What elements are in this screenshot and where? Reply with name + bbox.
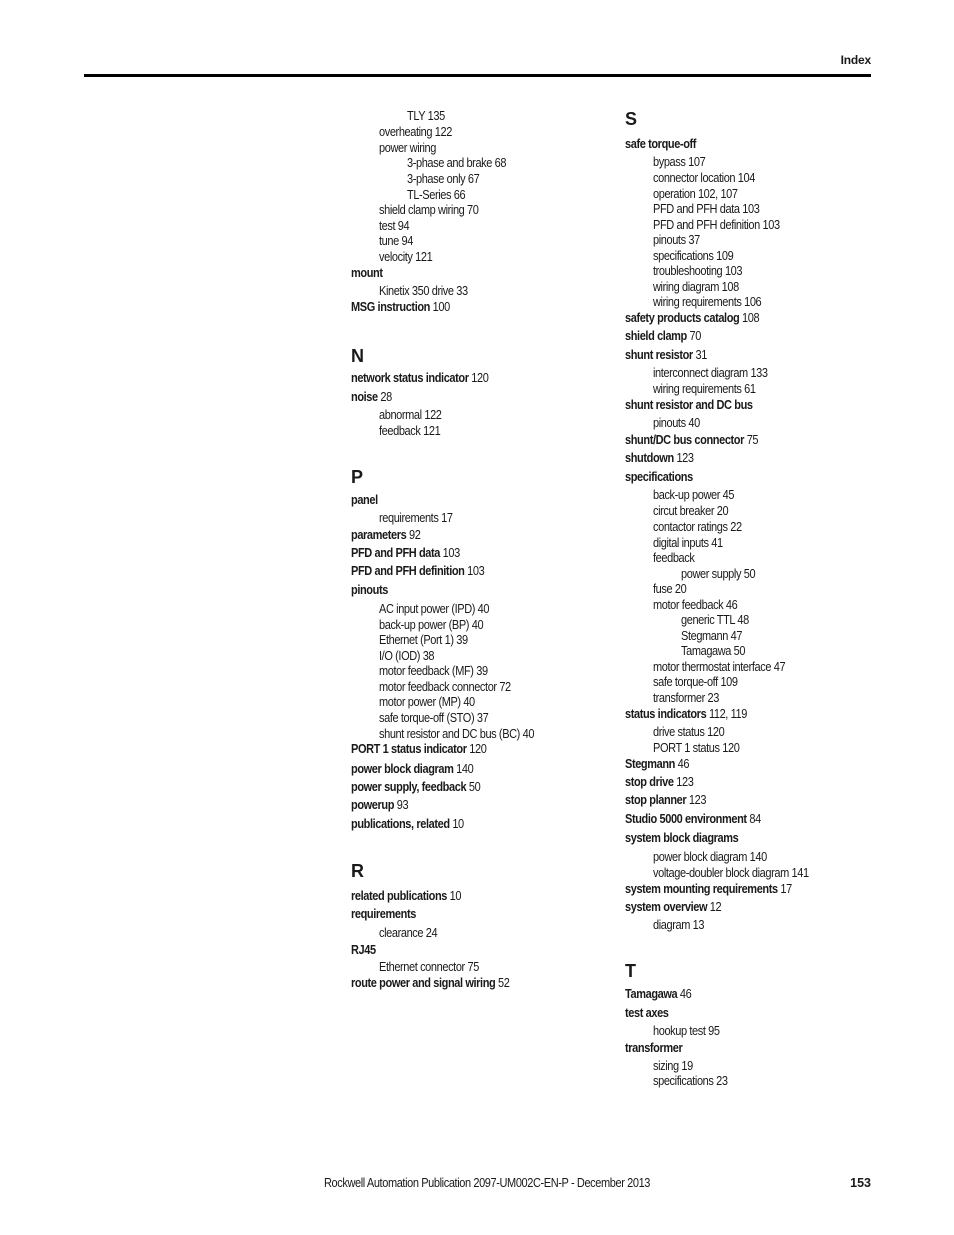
index-term: PORT 1 status indicator xyxy=(351,742,467,756)
index-entry xyxy=(625,347,707,363)
index-letter-heading: R xyxy=(351,861,364,881)
index-term: test axes xyxy=(625,1006,669,1020)
index-letter-heading: P xyxy=(351,467,364,487)
index-subentry: motor feedback 46 xyxy=(653,598,738,612)
index-entry xyxy=(625,432,758,448)
index-subentry: motor power (MP) 40 xyxy=(379,695,475,709)
index-subentry: Ethernet connector 75 xyxy=(379,960,479,974)
index-term: pinouts xyxy=(351,583,388,597)
index-subentry: AC input power (IPD) 40 xyxy=(379,602,490,616)
index-subentry: digital inputs 41 xyxy=(653,536,723,550)
index-entry xyxy=(625,774,693,790)
index-pages: 140 xyxy=(456,762,474,776)
index-entry xyxy=(625,136,696,152)
index-entry xyxy=(351,265,383,281)
index-entry xyxy=(625,792,706,808)
index-subentry: power wiring xyxy=(379,141,437,155)
index-subentry: generic TTL 48 xyxy=(681,613,749,627)
index-subentry: feedback xyxy=(653,551,695,565)
index-entry xyxy=(351,779,480,795)
index-pages: 46 xyxy=(677,757,690,771)
index-entry xyxy=(351,545,460,561)
index-pages: 50 xyxy=(468,780,481,794)
index-term: shield clamp xyxy=(625,329,687,343)
index-pages: 46 xyxy=(679,987,692,1001)
index-subentry: back-up power 45 xyxy=(653,488,735,502)
index-term: stop drive xyxy=(625,775,674,789)
index-subentry: overheating 122 xyxy=(379,125,452,139)
index-term: related publications xyxy=(351,889,448,903)
index-entry xyxy=(351,942,376,958)
index-entry xyxy=(351,492,378,508)
index-entry xyxy=(625,756,689,772)
index-pages: 93 xyxy=(396,798,409,812)
index-entry xyxy=(351,741,486,757)
index-entry xyxy=(351,389,392,405)
index-subentry: motor feedback connector 72 xyxy=(379,680,511,694)
page-number: 153 xyxy=(850,1176,871,1190)
index-subentry: operation 102, 107 xyxy=(653,187,738,201)
index-subentry: Stegmann 47 xyxy=(681,629,743,643)
index-term: shunt resistor xyxy=(625,348,693,362)
index-term: noise xyxy=(351,390,378,404)
index-pages: 92 xyxy=(409,528,421,542)
index-subentry: tune 94 xyxy=(379,234,413,248)
index-pages: 120 xyxy=(469,742,487,756)
index-subentry: bypass 107 xyxy=(653,155,706,169)
header-title: Index xyxy=(840,53,871,67)
index-entry xyxy=(625,1040,682,1056)
index-pages: 100 xyxy=(432,300,450,314)
index-entry xyxy=(351,906,416,922)
index-entry xyxy=(351,797,408,813)
index-subentry: fuse 20 xyxy=(653,582,687,596)
index-subentry: connector location 104 xyxy=(653,171,755,185)
index-entry xyxy=(625,397,753,413)
index-pages: 31 xyxy=(695,348,707,362)
index-subentry: PFD and PFH data 103 xyxy=(653,202,760,216)
index-term: safety products catalog xyxy=(625,311,740,325)
index-subentry: requirements 17 xyxy=(379,511,453,525)
index-term: parameters xyxy=(351,528,407,542)
header-rule xyxy=(84,74,871,77)
index-subentry: PORT 1 status 120 xyxy=(653,741,740,755)
index-entry xyxy=(351,370,488,386)
index-subentry: PFD and PFH definition 103 xyxy=(653,218,780,232)
index-term: power supply, feedback xyxy=(351,780,467,794)
index-pages: 84 xyxy=(749,812,761,826)
index-term: publications, related xyxy=(351,817,450,831)
index-subentry: 3-phase and brake 68 xyxy=(407,156,507,170)
index-term: shunt resistor and DC bus xyxy=(625,398,753,412)
index-entry xyxy=(351,527,420,543)
index-subentry: velocity 121 xyxy=(379,250,433,264)
index-subentry: motor feedback (MF) 39 xyxy=(379,664,488,678)
index-subentry: Tamagawa 50 xyxy=(681,644,746,658)
index-entry xyxy=(625,986,691,1002)
index-pages: 17 xyxy=(780,882,792,896)
index-term: system overview xyxy=(625,900,708,914)
index-subentry: TLY 135 xyxy=(407,109,445,123)
index-pages: 75 xyxy=(746,433,759,447)
index-entry xyxy=(625,706,747,722)
index-entry xyxy=(625,310,759,326)
index-term: shunt/DC bus connector xyxy=(625,433,745,447)
index-term: mount xyxy=(351,266,383,280)
index-pages: 70 xyxy=(689,329,702,343)
index-term: network status indicator xyxy=(351,371,469,385)
index-subentry: power block diagram 140 xyxy=(653,850,767,864)
index-subentry: diagram 13 xyxy=(653,918,705,932)
index-subentry: 3-phase only 67 xyxy=(407,172,480,186)
index-subentry: Kinetix 350 drive 33 xyxy=(379,284,468,298)
index-entry xyxy=(351,563,484,579)
index-entry xyxy=(351,975,509,991)
index-term: Tamagawa xyxy=(625,987,678,1001)
index-term: status indicators xyxy=(625,707,707,721)
index-term: requirements xyxy=(351,907,416,921)
index-pages: 120 xyxy=(471,371,489,385)
index-term: Stegmann xyxy=(625,757,676,771)
index-subentry: power supply 50 xyxy=(681,567,756,581)
index-term: MSG instruction xyxy=(351,300,431,314)
index-subentry: wiring requirements 106 xyxy=(653,295,762,309)
index-entry xyxy=(625,881,792,897)
index-entry xyxy=(351,299,450,315)
index-term: power block diagram xyxy=(351,762,454,776)
index-term: panel xyxy=(351,493,378,507)
index-entry xyxy=(625,830,738,846)
index-subentry: test 94 xyxy=(379,219,410,233)
index-subentry: motor thermostat interface 47 xyxy=(653,660,786,674)
index-subentry: pinouts 37 xyxy=(653,233,700,247)
index-subentry: wiring requirements 61 xyxy=(653,382,756,396)
index-pages: 10 xyxy=(452,817,464,831)
index-term: PFD and PFH definition xyxy=(351,564,465,578)
index-term: route power and signal wiring xyxy=(351,976,496,990)
index-entry xyxy=(625,1005,669,1021)
index-entry xyxy=(625,811,761,827)
footer-publication: Rockwell Automation Publication 2097-UM002C-EN-P - December 2013 xyxy=(324,1176,651,1190)
index-term: RJ45 xyxy=(351,943,376,957)
index-subentry: back-up power (BP) 40 xyxy=(379,618,484,632)
index-subentry: shunt resistor and DC bus (BC) 40 xyxy=(379,727,535,741)
index-entry xyxy=(351,888,461,904)
index-subentry: hookup test 95 xyxy=(653,1024,720,1038)
index-term: specifications xyxy=(625,470,693,484)
index-pages: 28 xyxy=(380,390,392,404)
index-term: shutdown xyxy=(625,451,674,465)
index-subentry: TL-Series 66 xyxy=(407,188,466,202)
index-pages: 123 xyxy=(676,451,694,465)
index-pages: 123 xyxy=(688,793,707,807)
index-entry xyxy=(351,816,464,832)
index-subentry: specifications 109 xyxy=(653,249,734,263)
index-entry xyxy=(625,899,721,915)
index-subentry: drive status 120 xyxy=(653,725,725,739)
index-subentry: interconnect diagram 133 xyxy=(653,366,768,380)
index-term: PFD and PFH data xyxy=(351,546,441,560)
index-pages: 112, 119 xyxy=(708,707,747,721)
index-entry xyxy=(351,761,473,777)
index-subentry: shield clamp wiring 70 xyxy=(379,203,479,217)
index-term: stop planner xyxy=(625,793,687,807)
index-pages: 12 xyxy=(709,900,722,914)
index-subentry: voltage-doubler block diagram 141 xyxy=(653,866,809,880)
index-term: powerup xyxy=(351,798,395,812)
index-letter-heading: N xyxy=(351,346,364,366)
index-entry xyxy=(625,469,693,485)
index-subentry: circut breaker 20 xyxy=(653,504,729,518)
index-letter-heading: S xyxy=(625,109,638,129)
index-subentry: wiring diagram 108 xyxy=(653,280,739,294)
index-term: safe torque-off xyxy=(625,137,697,151)
index-subentry: transformer 23 xyxy=(653,691,719,705)
index-subentry: troubleshooting 103 xyxy=(653,264,743,278)
index-subentry: contactor ratings 22 xyxy=(653,520,742,534)
index-entry xyxy=(351,582,388,598)
index-subentry: sizing 19 xyxy=(653,1059,693,1073)
index-term: transformer xyxy=(625,1041,683,1055)
index-pages: 103 xyxy=(442,546,460,560)
index-entry xyxy=(625,328,701,344)
index-subentry: safe torque-off 109 xyxy=(653,675,738,689)
index-term: system block diagrams xyxy=(625,831,739,845)
index-entry xyxy=(625,450,694,466)
index-pages: 10 xyxy=(449,889,462,903)
index-subentry: feedback 121 xyxy=(379,424,441,438)
index-subentry: abnormal 122 xyxy=(379,408,442,422)
index-pages: 103 xyxy=(467,564,485,578)
index-subentry: pinouts 40 xyxy=(653,416,700,430)
index-subentry: Ethernet (Port 1) 39 xyxy=(379,633,468,647)
index-pages: 123 xyxy=(676,775,694,789)
index-subentry: I/O (IOD) 38 xyxy=(379,649,435,663)
index-subentry: specifications 23 xyxy=(653,1074,728,1088)
index-subentry: safe torque-off (STO) 37 xyxy=(379,711,489,725)
index-letter-heading: T xyxy=(625,961,636,981)
index-subentry: clearance 24 xyxy=(379,926,438,940)
index-term: system mounting requirements xyxy=(625,882,778,896)
index-pages: 108 xyxy=(742,311,760,325)
index-term: Studio 5000 environment xyxy=(625,812,747,826)
index-pages: 52 xyxy=(498,976,510,990)
